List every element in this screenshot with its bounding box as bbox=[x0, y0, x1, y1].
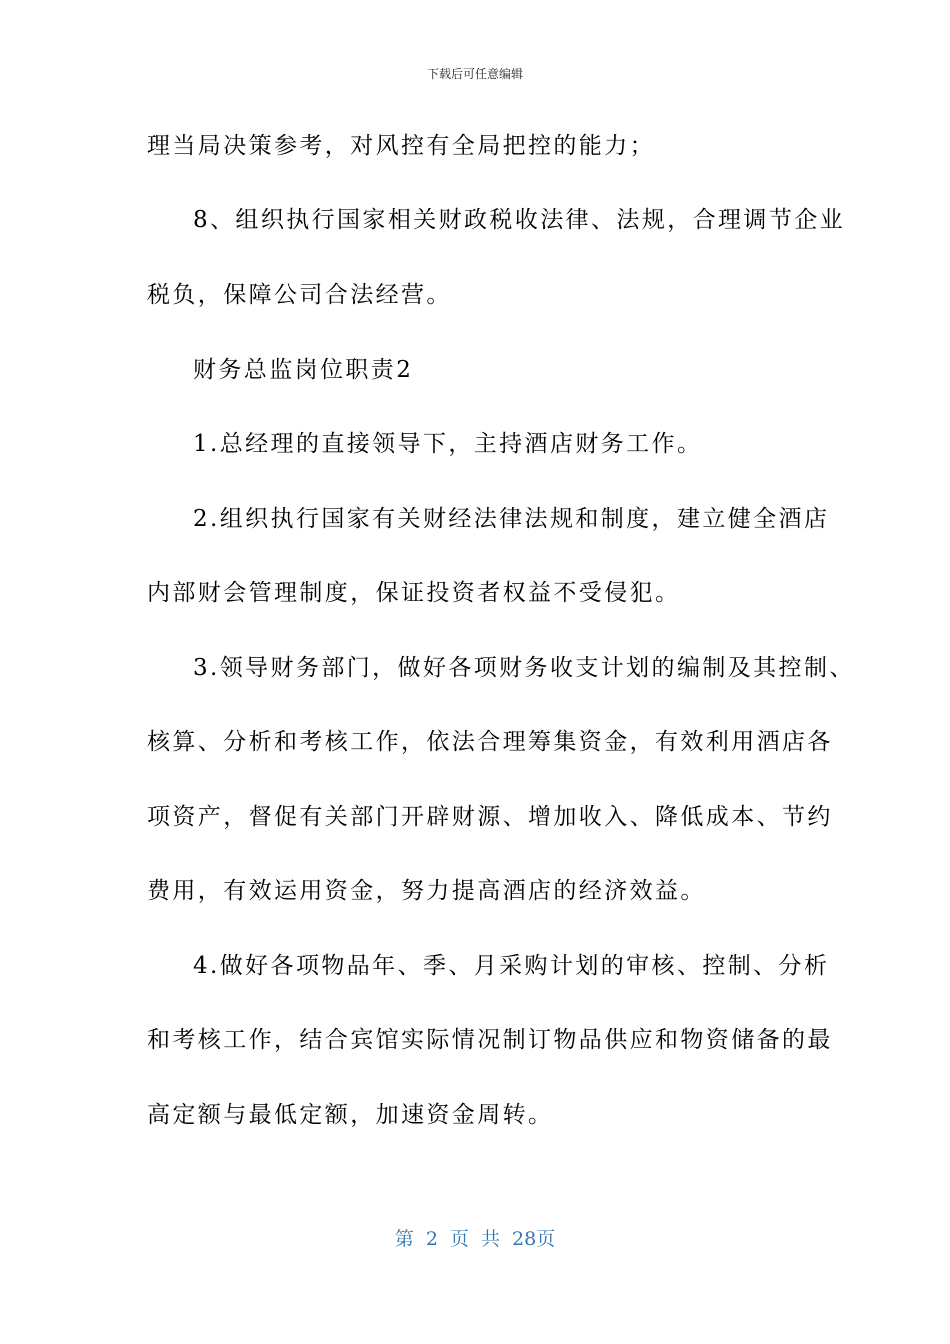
text-line: 项资产，督促有关部门开辟财源、增加收入、降低成本、节约 bbox=[147, 804, 833, 830]
text-line: 4.做好各项物品年、季、月采购计划的审核、控制、分析 bbox=[193, 953, 830, 979]
text-line: 税负，保障公司合法经营。 bbox=[147, 282, 452, 308]
text-line: 核算、分析和考核工作，依法合理筹集资金，有效利用酒店各 bbox=[147, 729, 833, 755]
text-line: 1.总经理的直接领导下，主持酒店财务工作。 bbox=[193, 431, 703, 457]
text-line: 内部财会管理制度，保证投资者权益不受侵犯。 bbox=[147, 580, 681, 606]
text-line: 2.组织执行国家有关财经法律法规和制度，建立健全酒店 bbox=[193, 506, 830, 532]
text-line: 8、组织执行国家相关财政税收法律、法规，合理调节企业 bbox=[193, 207, 846, 233]
page-footer: 第 2 页 共 28页 bbox=[394, 1228, 556, 1250]
text-line: 和考核工作，结合宾馆实际情况制订物品供应和物资储备的最 bbox=[147, 1027, 833, 1053]
text-line: 高定额与最低定额，加速资金周转。 bbox=[147, 1102, 554, 1128]
text-line: 费用，有效运用资金，努力提高酒店的经济效益。 bbox=[147, 878, 706, 904]
text-line: 理当局决策参考，对风控有全局把控的能力； bbox=[147, 133, 655, 159]
page-header: 下载后可任意编辑 bbox=[426, 67, 523, 81]
text-line: 3.领导财务部门，做好各项财务收支计划的编制及其控制、 bbox=[193, 655, 855, 681]
section-heading: 财务总监岗位职责2 bbox=[193, 357, 414, 383]
